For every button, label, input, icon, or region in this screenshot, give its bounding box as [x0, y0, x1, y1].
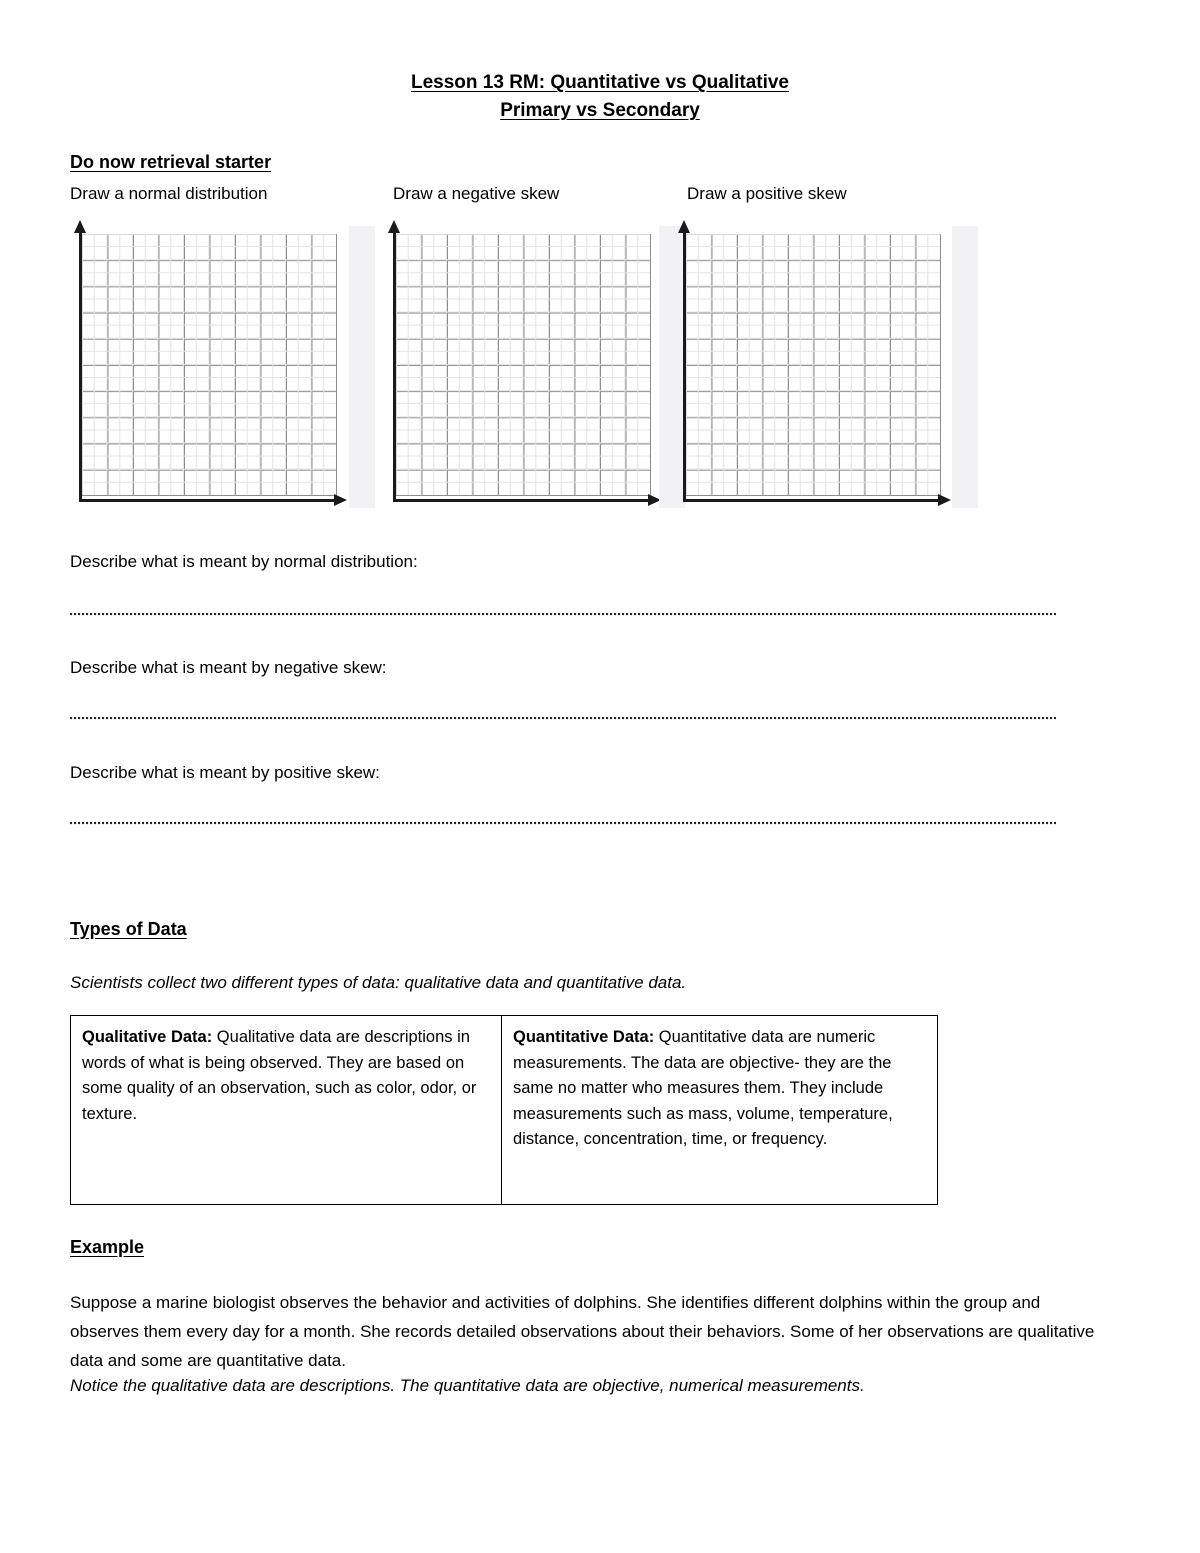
- chart-prompt-negative-skew: Draw a negative skew: [393, 184, 560, 203]
- y-axis-line: [393, 230, 396, 502]
- example-paragraph: Suppose a marine biologist observes the behavior and activities of dolphins. She identifies different dolphins within the group and observes them every day for a month. She records detailed observations about their behaviors. Some of her observations are qualitative data and some are quantitative data.: [70, 1293, 1095, 1370]
- grid-chart-negative-skew[interactable]: [382, 224, 660, 509]
- qualitative-body: Qualitative data are descriptions in words of what is being observed. They are based on some quality of an observation, such as color, odor, or texture.: [82, 1028, 477, 1123]
- quantitative-body: Quantitative data are numeric measurements. The data are objective- they are the same no matter who measures them. They include measurements such as mass, volume, temperature, distance, concentration, time, or frequency.: [513, 1028, 893, 1148]
- section-heading-example: Example: [70, 1237, 145, 1257]
- section-heading-do-now-retrieval-starter: Do now retrieval starter: [70, 152, 272, 172]
- chart-spacer-strip-3: [952, 226, 978, 508]
- grid-plot-area: [686, 234, 941, 496]
- y-axis-arrow-icon: [388, 220, 400, 233]
- grid-plot-area: [82, 234, 337, 496]
- question-negative-skew: Describe what is meant by negative skew:: [70, 658, 387, 677]
- answer-line-positive-skew[interactable]: [70, 822, 1056, 826]
- page-title-line-2: [0, 98, 1200, 124]
- y-axis-line: [683, 230, 686, 502]
- quantitative-label: Quantitative Data:: [513, 1028, 655, 1046]
- x-axis-arrow-icon: [334, 494, 347, 506]
- page-title-line-1: [0, 70, 1200, 96]
- answer-line-normal-distribution[interactable]: [70, 613, 1056, 617]
- y-axis-line: [79, 230, 82, 502]
- page-title-line-1-text: Lesson 13 RM: Quantitative vs Qualitative: [411, 72, 789, 93]
- question-normal-distribution: Describe what is meant by normal distribution:: [70, 552, 418, 571]
- x-axis-line: [683, 499, 941, 502]
- grid-plot-area: [396, 234, 651, 496]
- x-axis-arrow-icon: [938, 494, 951, 506]
- y-axis-arrow-icon: [678, 220, 690, 233]
- x-axis-line: [393, 499, 651, 502]
- qualitative-label: Qualitative Data:: [82, 1028, 213, 1046]
- chart-prompt-positive-skew: Draw a positive skew: [687, 184, 847, 203]
- table-cell-quantitative: [502, 1016, 937, 1204]
- answer-line-negative-skew[interactable]: [70, 717, 1056, 721]
- chart-spacer-strip-1: [349, 226, 375, 508]
- grid-chart-normal-distribution[interactable]: [68, 224, 346, 509]
- chart-prompt-normal-distribution: Draw a normal distribution: [70, 184, 268, 203]
- types-of-data-intro: Scientists collect two different types of data: qualitative data and quantitative data.: [70, 973, 687, 992]
- example-note: Notice the qualitative data are descriptions. The quantitative data are objective, numerical measurements.: [70, 1376, 865, 1395]
- section-heading-types-of-data: Types of Data: [70, 919, 187, 939]
- data-types-table: [70, 1015, 938, 1205]
- x-axis-line: [79, 499, 337, 502]
- page-title-line-2-text: Primary vs Secondary: [500, 100, 700, 121]
- y-axis-arrow-icon: [74, 220, 86, 233]
- grid-chart-positive-skew[interactable]: [672, 224, 950, 509]
- table-cell-qualitative: [71, 1016, 502, 1204]
- question-positive-skew: Describe what is meant by positive skew:: [70, 763, 380, 782]
